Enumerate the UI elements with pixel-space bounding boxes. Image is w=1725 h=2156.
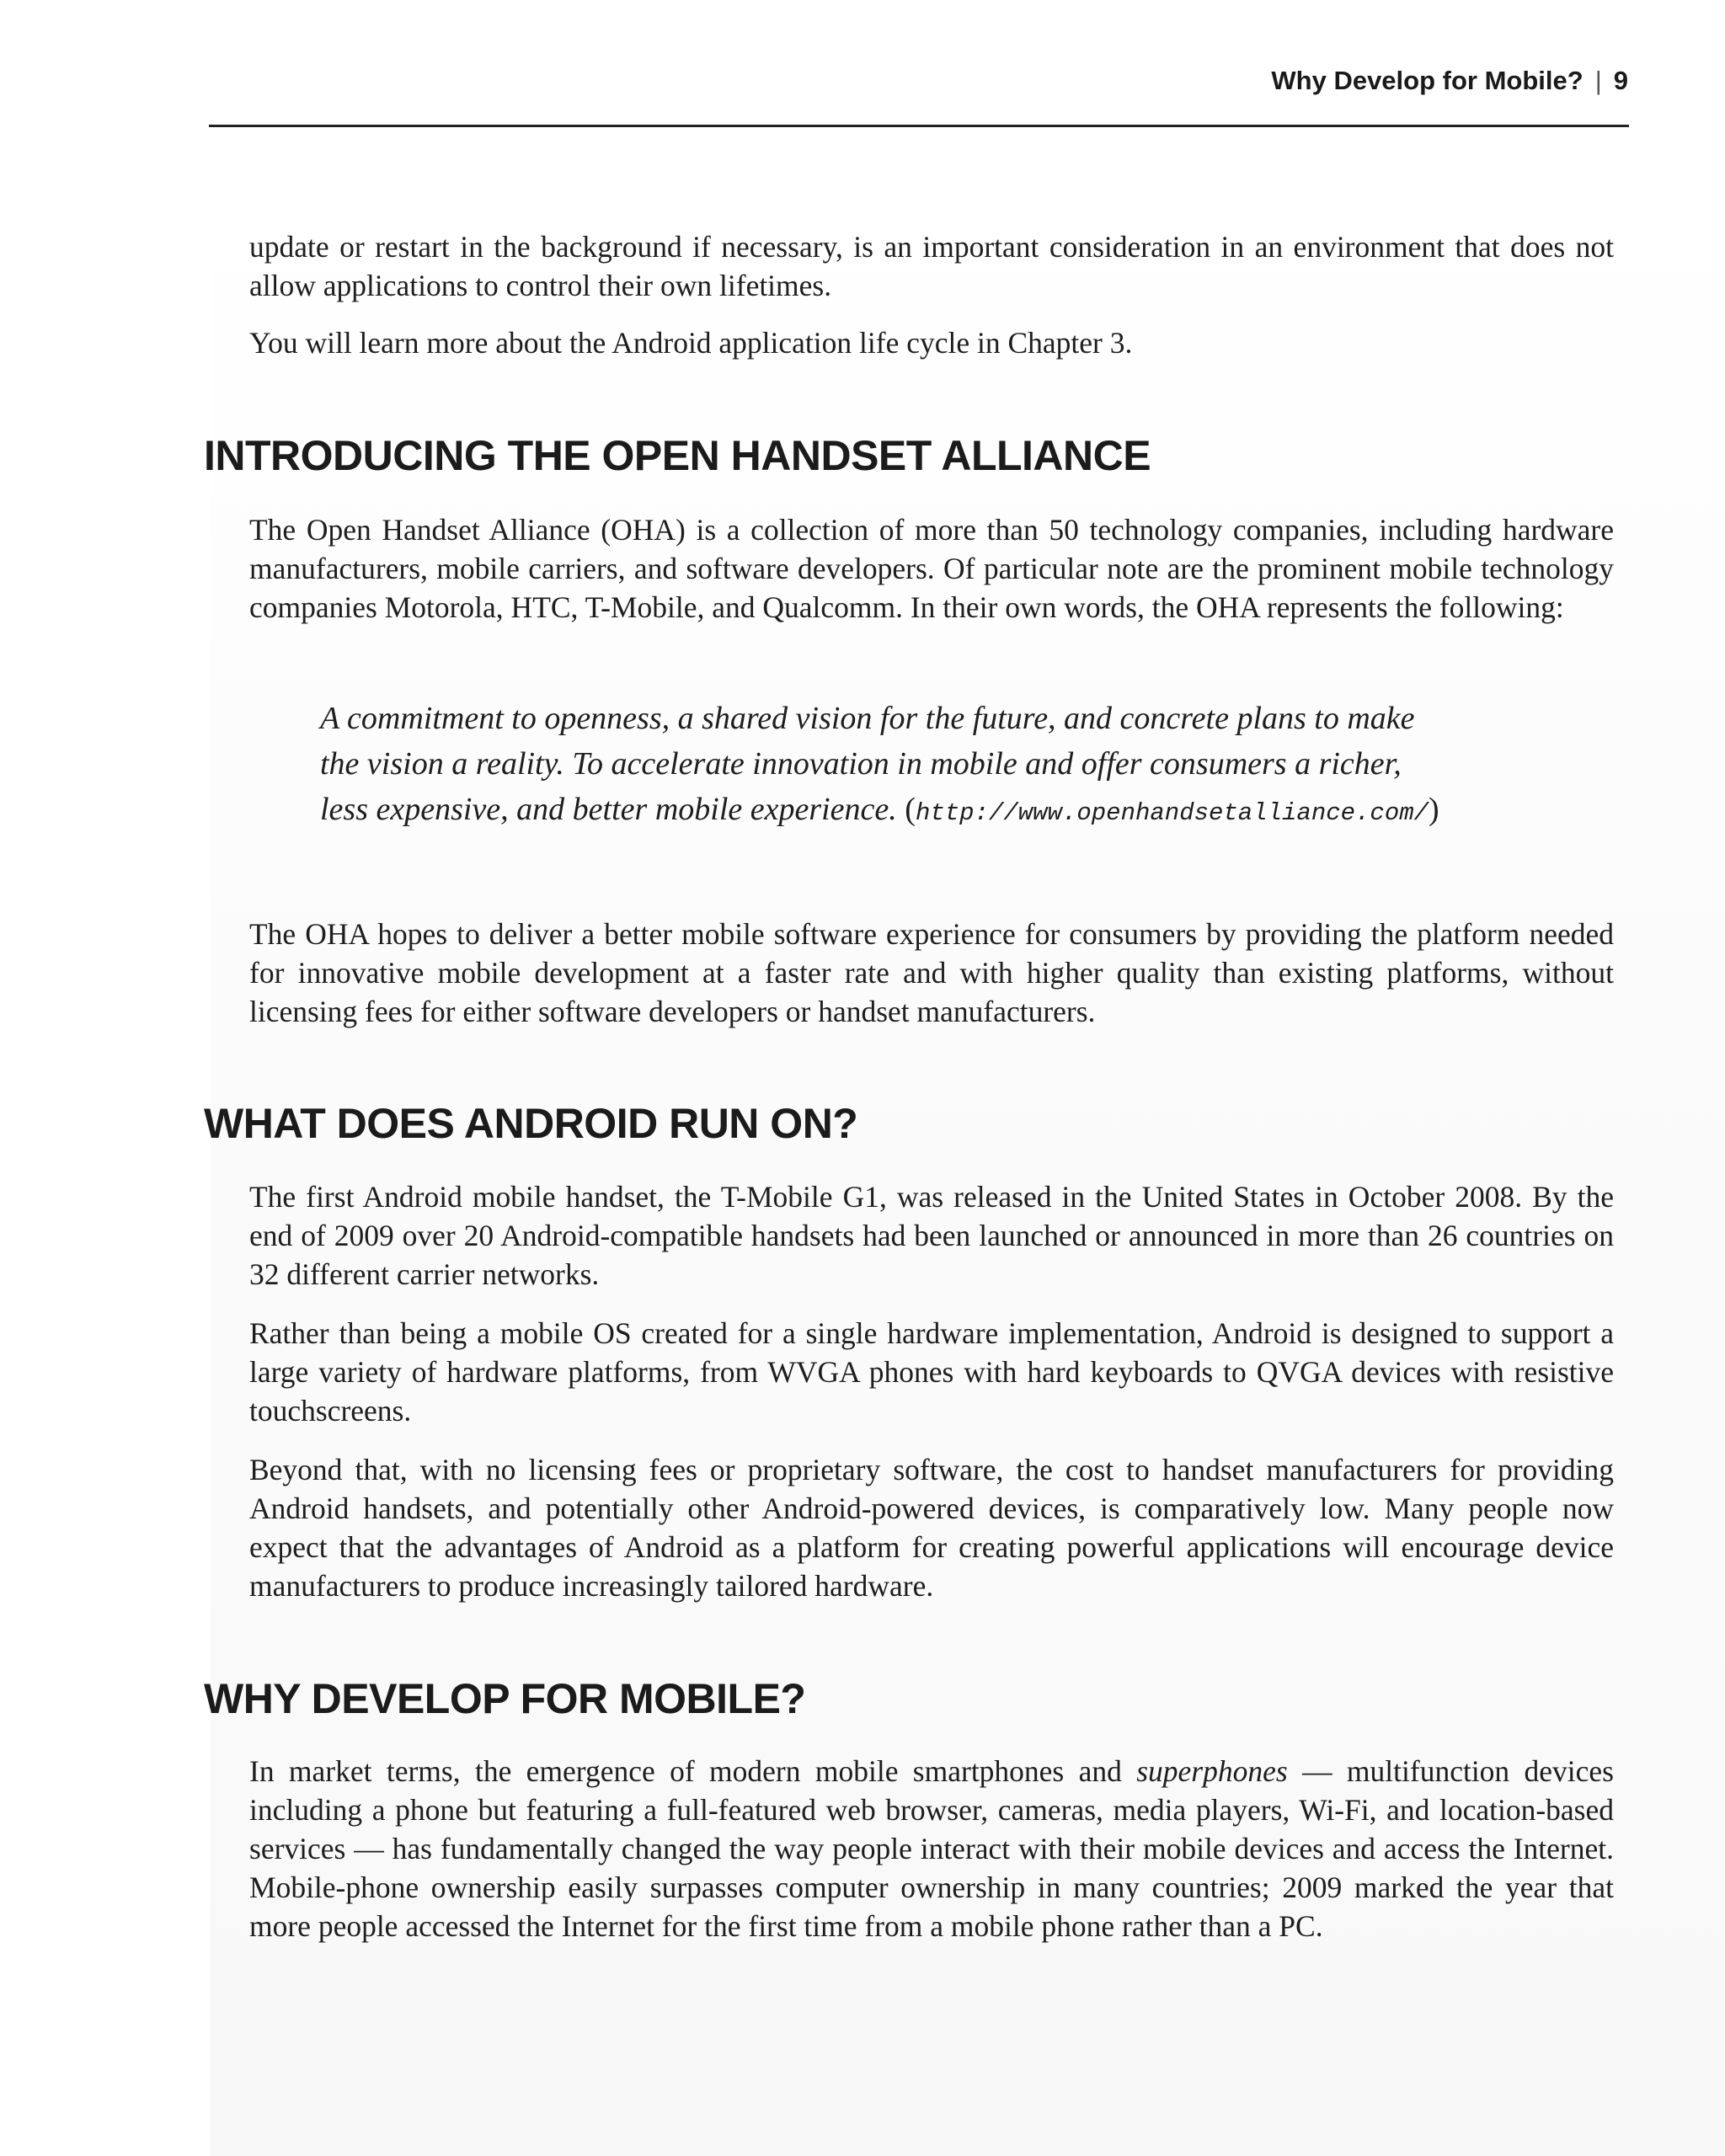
heading-open-handset-alliance: INTRODUCING THE OPEN HANDSET ALLIANCE xyxy=(204,432,1151,479)
android-run-paragraph-2: Rather than being a mobile OS created for a single hardware implementation, Android is designed to support a large variety of hardware platforms, from WVGA phones with hard keyboards to QVGA devices with resistive touchscreens. xyxy=(249,1316,1614,1428)
oha-quote xyxy=(320,696,1449,836)
quote-url-link[interactable]: http://www.openhandsetalliance.com/ xyxy=(915,799,1429,827)
running-header xyxy=(1271,66,1628,96)
oha-paragraph-2: The OHA hopes to deliver a better mobile software experience for consumers by providing the platform needed for innovative mobile development at a faster rate and with higher quality than existing platforms, without licensing fees for either software developers or handset manufacturers. xyxy=(249,917,1614,1028)
header-separator: | xyxy=(1594,66,1602,95)
android-run-paragraph-1: The first Android mobile handset, the T-Mobile G1, was released in the United States in October 2008. By the end of 2009 over 20 Android-compatible handsets had been launched or announced in more than 26 countries on 32 different carrier networks. xyxy=(249,1180,1614,1291)
running-title: Why Develop for Mobile? xyxy=(1271,66,1583,95)
quote-close-paren: ) xyxy=(1429,792,1439,827)
oha-paragraph-1: The Open Handset Alliance (OHA) is a collection of more than 50 technology companies, including hardware manufacturers, mobile carriers, and software developers. Of particular note are the prominent mobile technology companies Motorola, HTC, T-Mobile, and Qualcomm. In their own words, the OHA represents the following: xyxy=(249,513,1614,624)
why-mobile-paragraph-1 xyxy=(249,1752,1614,1945)
intro-paragraph-1: update or restart in the background if necessary, is an important consideration in an environment that does not allow applications to control their own lifetimes. xyxy=(249,230,1614,302)
page-number: 9 xyxy=(1613,66,1628,95)
why-mobile-text-after: — multifunction devices including a phone but featuring a full-featured web browser, cameras, media players, Wi-Fi, and location-based services — has fundamentally changed the way people interact with their mobile devices and access the Internet. Mobile-phone ownership easily surpasses computer ownership in many countries; 2009 marked the year that more people accessed the Internet for the first time from a mobile phone rather than a PC. xyxy=(249,1754,1614,1943)
quote-open-paren: ( xyxy=(905,792,916,827)
quote-text: A commitment to openness, a shared vision for the future, and concrete plans to make the vision a reality. To accelerate innovation in mobile and offer consumers a richer, less expensive, and better mobile experience. xyxy=(320,701,1415,827)
heading-what-does-android-run-on: WHAT DOES ANDROID RUN ON? xyxy=(204,1100,858,1147)
why-mobile-text-before: In market terms, the emergence of modern mobile smartphones and xyxy=(249,1754,1137,1788)
header-rule xyxy=(209,125,1629,127)
heading-why-develop-for-mobile: WHY DEVELOP FOR MOBILE? xyxy=(204,1675,806,1722)
superphones-emphasis: superphones xyxy=(1136,1754,1288,1788)
android-run-paragraph-3: Beyond that, with no licensing fees or proprietary software, the cost to handset manufacturers for providing Android handsets, and potentially other Android-powered devices, is comparatively low. Many people now expect that the advantages of Android as a platform for creating powerful applications will encourage device manufacturers to produce increasingly tailored hardware. xyxy=(249,1453,1614,1603)
intro-paragraph-2: You will learn more about the Android application life cycle in Chapter 3. xyxy=(249,326,1133,360)
